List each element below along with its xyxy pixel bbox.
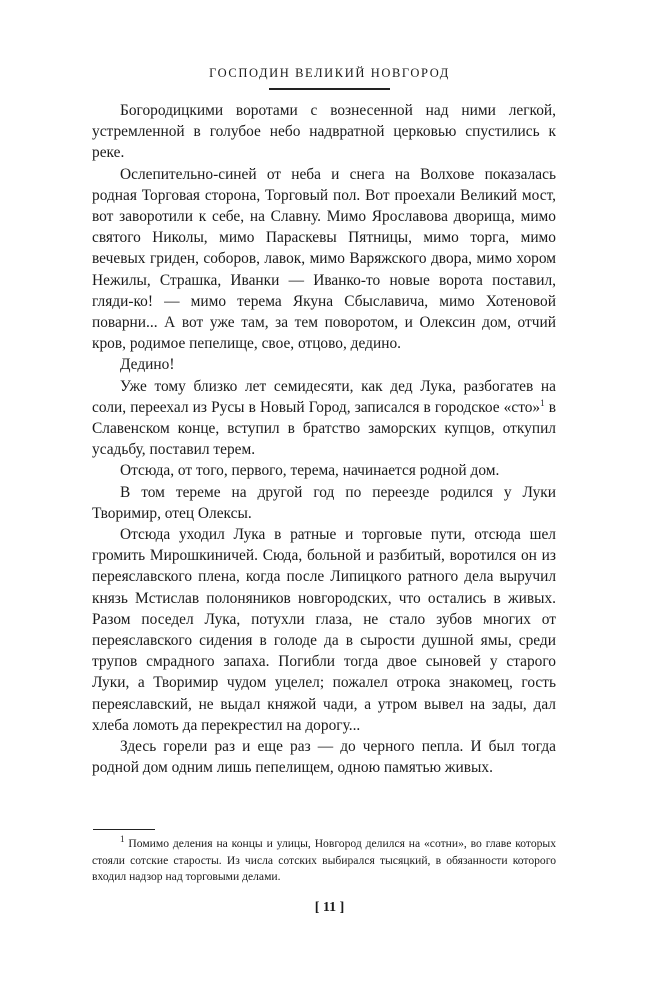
paragraph-text: в Славенском конце, вступил в братство заморских купцов, откупил усадьбу, поставил терем. [92,398,556,459]
footnote-rule [93,829,155,830]
paragraph [92,376,556,461]
footnote-reference[interactable]: 1 [540,397,545,408]
paragraph: Отсюда, от того, первого, терема, начинается родной дом. [120,462,500,480]
running-header: ГОСПОДИН ВЕЛИКИЙ НОВГОРОД [209,66,450,80]
paragraph: Дедино! [120,356,175,374]
main-text [92,100,556,779]
footnote-text: Помимо деления на концы и улицы, Новгород делился на «сотни», во главе которых стояли сотские старосты. Из числа сотских выбирался тысяцкий, в обязанности которого входил надзор над торговыми делами. [92,837,556,883]
paragraph-text: Уже тому близко лет семидесяти, как дед Лука, разбогатев на соли, переехал из Русы в Новый Город, записался в городское «сто» [92,377,556,416]
paragraph: Ослепительно-синей от неба и снега на Волхове показалась родная Торговая сторона, Торговый пол. Вот проехали Великий мост, вот заворотили к себе, на Славну. Мимо Ярославова дворища, мимо святого Николы, мимо Параскевы Пятницы, мимо торга, мимо вечевых гриден, соборов, лавок, мимо Варяжского двора, мимо хором Нежилы, Страшка, Иванки — Иванко-то новые ворота поставил, гляди-ко! — мимо терема Якуна Сбыславича, мимо Хотеновой поварни... А вот уже там, за тем поворотом, и Олексин дом, отчий кров, родимое пепелище, свое, отцово, дедино. [92,165,556,353]
header-rule [269,88,390,90]
paragraph: Богородицкими воротами с вознесенной над ними легкой, устремленной в голубое небо надвратной церковью спустились к реке. [92,102,556,162]
page-number: [ 11 ] [314,900,345,915]
footnote [92,836,556,886]
paragraph: Отсюда уходил Лука в ратные и торговые пути, отсюда шел громить Мирошкиничей. Сюда, больной и разбитый, воротился он из переяславского плена, когда после Липицкого ратного дела выручил князь Мстислав полоняников новгородских, что остались в живых. Разом поседел Лука, потухли глаза, не стало зубов многих от переяславского сидения в голоде да в сырости душной ямы, среди трупов смрадного запаха. Погибли тогда двое сыновей у старого Луки, а Творимир чудом уцелел; пожалел отрока знакомец, гость переяславский, не выдал княжой чади, а утром вывел на зады, дал хлеба ломоть да перекрестил на дорогу... [92,526,556,734]
paragraph: Здесь горели раз и еще раз — до черного пепла. И был тогда родной дом одним лишь пепелищем, одною памятью живых. [92,738,556,777]
paragraph: В том тереме на другой год по переезде родился у Луки Творимир, отец Олексы. [92,483,556,522]
footnote-marker: 1 [120,834,125,845]
